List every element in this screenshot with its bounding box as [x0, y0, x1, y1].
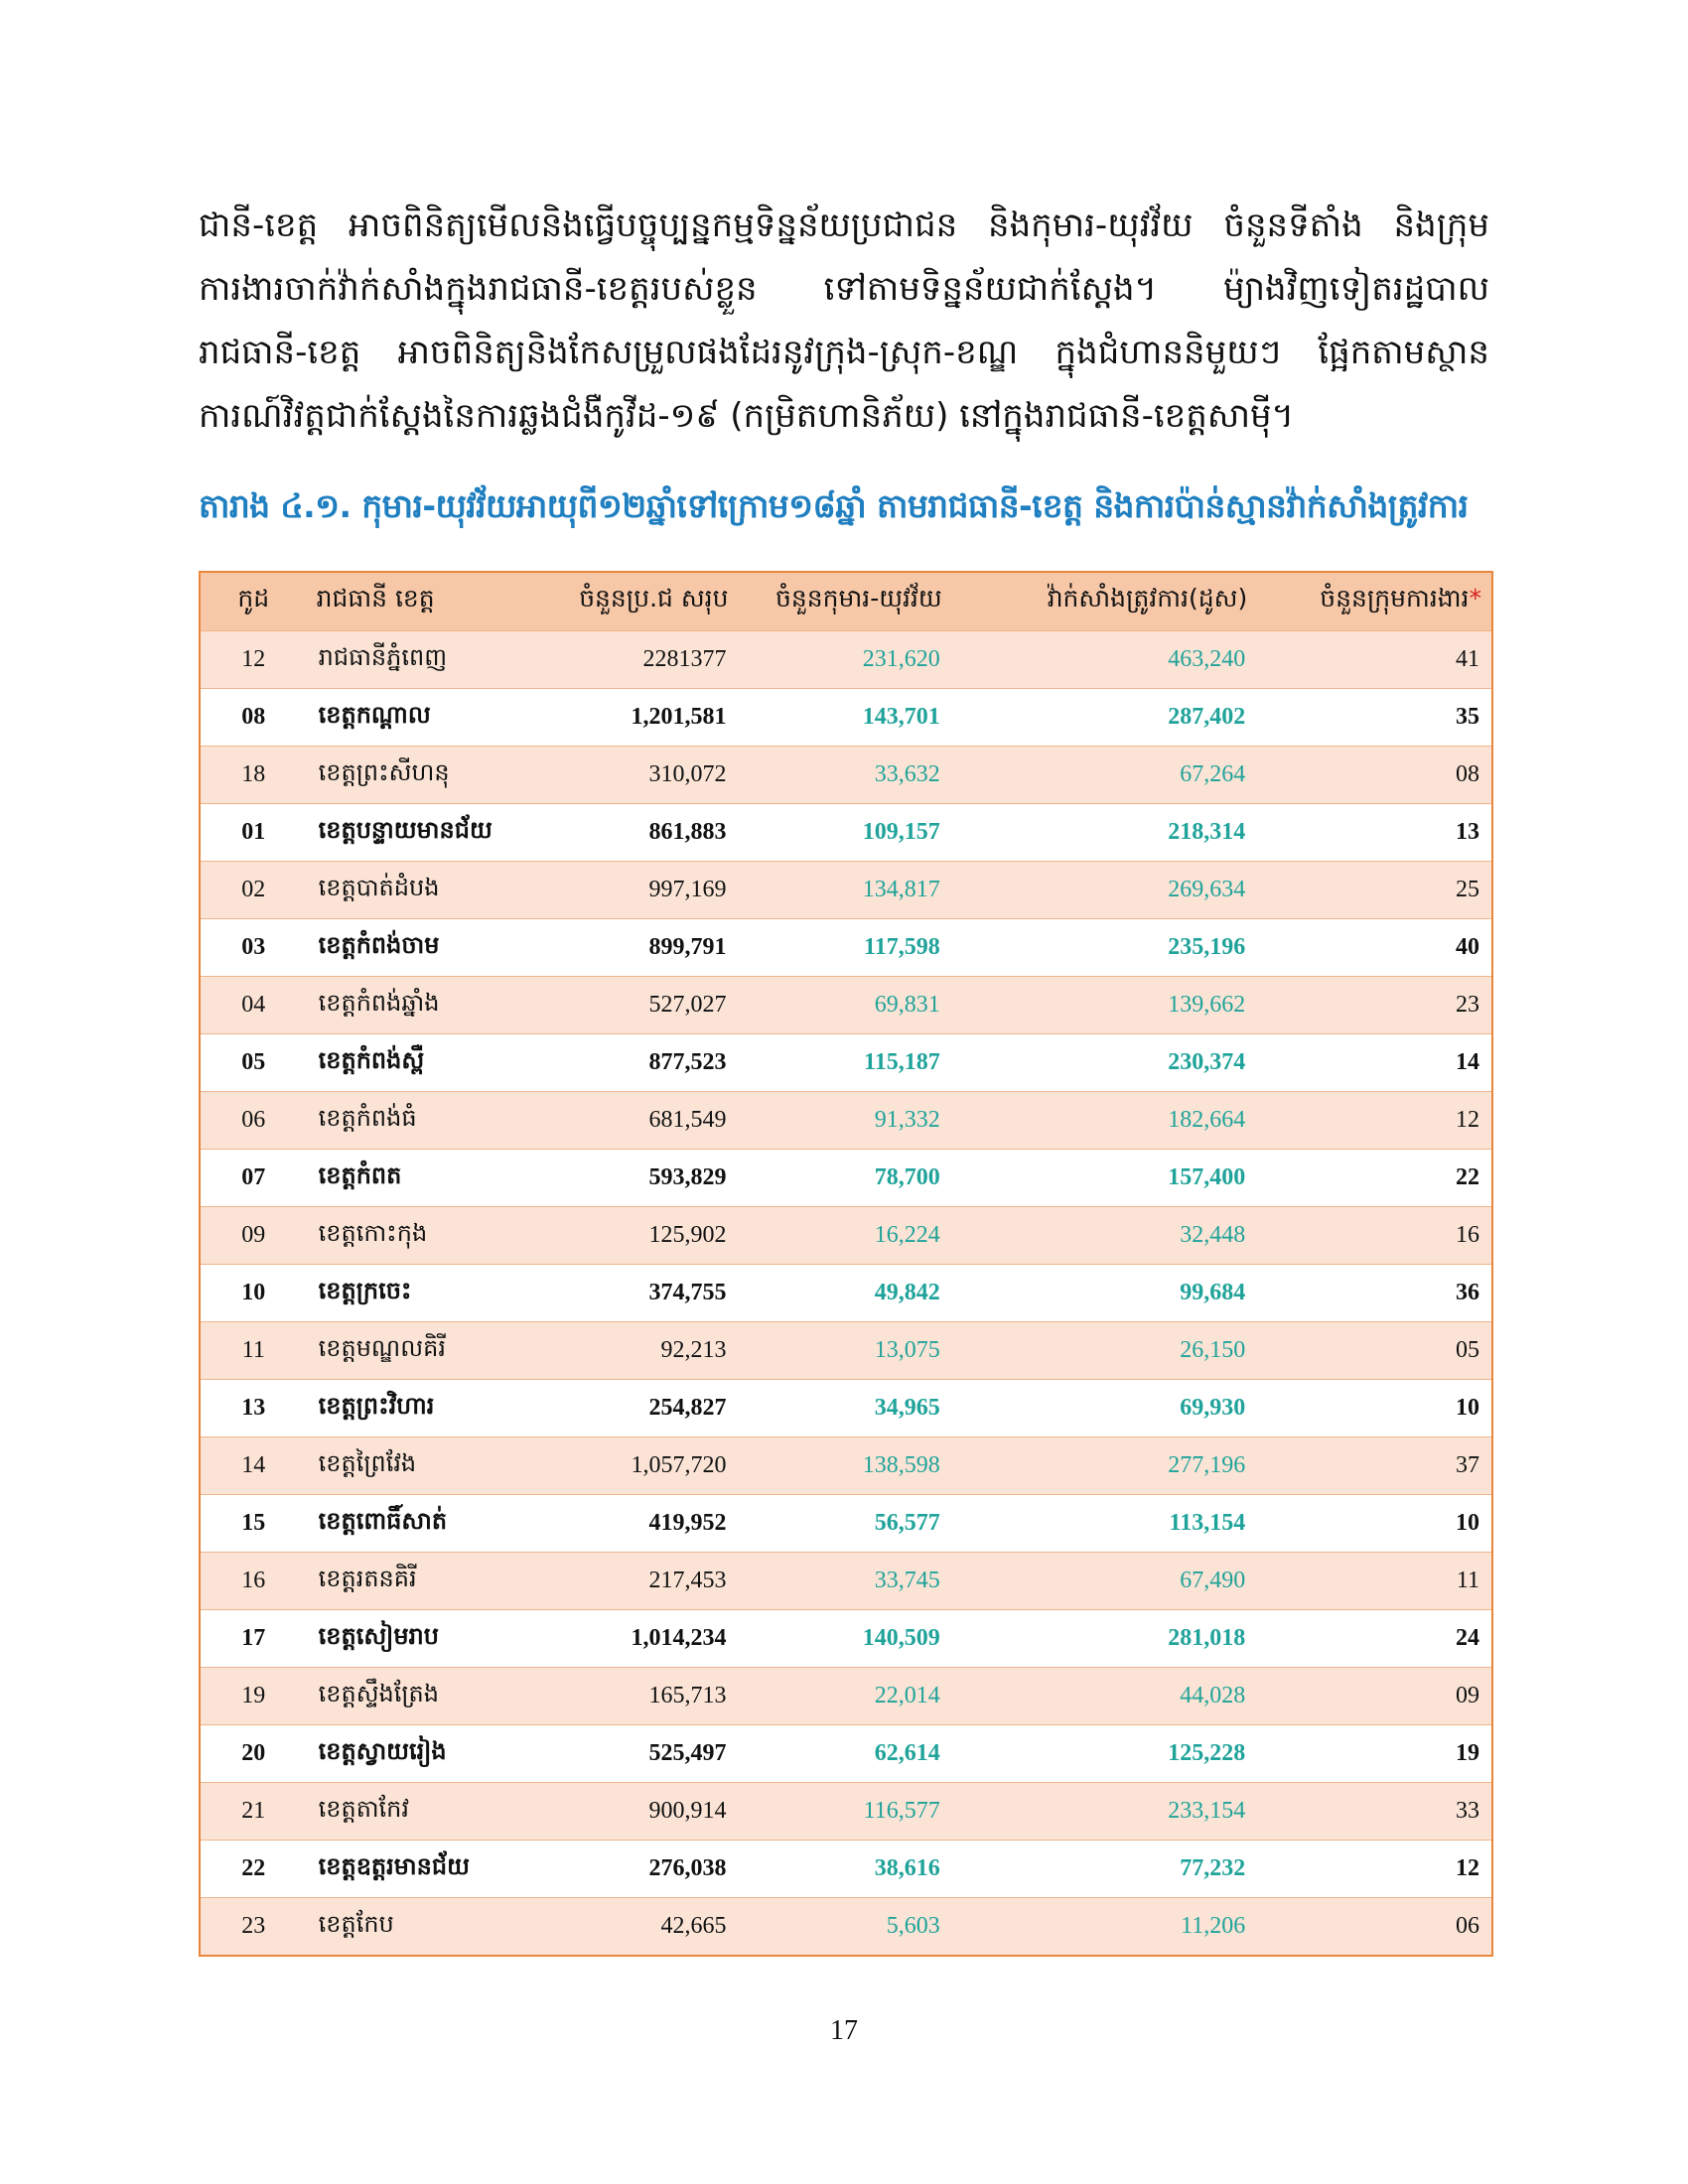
cell-name: ខេត្តកណ្តាល	[307, 689, 565, 747]
asterisk-mark: *	[1469, 584, 1481, 613]
cell-teams: 37	[1257, 1437, 1492, 1495]
cell-youth: 38,616	[738, 1841, 951, 1898]
cell-population: 899,791	[565, 919, 739, 977]
cell-name: ខេត្តពោធិ៍សាត់	[307, 1495, 565, 1553]
cell-population: 276,038	[565, 1841, 739, 1898]
cell-population: 419,952	[565, 1495, 739, 1553]
cell-population: 861,883	[565, 804, 739, 862]
cell-vaccine: 99,684	[952, 1265, 1257, 1322]
cell-name: ខេត្តក្រចេះ	[307, 1265, 565, 1322]
cell-name: ខេត្តព្រះសីហនុ	[307, 747, 565, 804]
table-row	[200, 1092, 1492, 1150]
cell-teams: 13	[1257, 804, 1492, 862]
cell-vaccine: 11,206	[952, 1898, 1257, 1957]
cell-name: ខេត្តកំពង់ធំ	[307, 1092, 565, 1150]
paragraph-line-4: ការណ៍វិវត្តជាក់ស្តែងនៃការឆ្លងជំងឺកូវីដ-១៩ (កម្រិតហានិភ័យ) នៅក្នុងរាជធានី-ខេត្តសាម៉ី។	[199, 396, 1294, 436]
cell-vaccine: 113,154	[952, 1495, 1257, 1553]
table-row	[200, 689, 1492, 747]
cell-teams: 08	[1257, 747, 1492, 804]
cell-population: 92,213	[565, 1322, 739, 1380]
cell-vaccine: 67,264	[952, 747, 1257, 804]
cell-teams: 10	[1257, 1495, 1492, 1553]
cell-youth: 69,831	[738, 977, 951, 1034]
cell-teams: 40	[1257, 919, 1492, 977]
cell-teams: 12	[1257, 1092, 1492, 1150]
cell-vaccine: 67,490	[952, 1553, 1257, 1610]
cell-teams: 06	[1257, 1898, 1492, 1957]
cell-name: ខេត្តឧត្តរមានជ័យ	[307, 1841, 565, 1898]
cell-vaccine: 277,196	[952, 1437, 1257, 1495]
cell-name: ខេត្តបាត់ដំបង	[307, 862, 565, 919]
cell-population: 877,523	[565, 1034, 739, 1092]
cell-vaccine: 235,196	[952, 919, 1257, 977]
table-row	[200, 1437, 1492, 1495]
header-population: ចំនួនប្រ.ជ សរុប	[565, 572, 739, 631]
cell-population: 997,169	[565, 862, 739, 919]
cell-code: 04	[200, 977, 307, 1034]
cell-vaccine: 287,402	[952, 689, 1257, 747]
cell-teams: 33	[1257, 1783, 1492, 1841]
cell-population: 42,665	[565, 1898, 739, 1957]
cell-vaccine: 269,634	[952, 862, 1257, 919]
cell-teams: 14	[1257, 1034, 1492, 1092]
cell-code: 06	[200, 1092, 307, 1150]
cell-vaccine: 44,028	[952, 1668, 1257, 1725]
body-paragraph	[199, 194, 1489, 448]
cell-code: 23	[200, 1898, 307, 1957]
cell-name: ខេត្តមណ្ឌលគិរី	[307, 1322, 565, 1380]
table-row	[200, 919, 1492, 977]
cell-teams: 35	[1257, 689, 1492, 747]
cell-youth: 91,332	[738, 1092, 951, 1150]
cell-name: ខេត្តកែប	[307, 1898, 565, 1957]
cell-code: 07	[200, 1150, 307, 1207]
cell-name: ខេត្តសៀមរាប	[307, 1610, 565, 1668]
cell-population: 217,453	[565, 1553, 739, 1610]
cell-youth: 143,701	[738, 689, 951, 747]
cell-vaccine: 182,664	[952, 1092, 1257, 1150]
cell-code: 08	[200, 689, 307, 747]
cell-code: 15	[200, 1495, 307, 1553]
cell-code: 19	[200, 1668, 307, 1725]
table-row	[200, 1150, 1492, 1207]
header-teams-label: ចំនួនក្រុមការងារ	[1320, 584, 1470, 613]
cell-youth: 22,014	[738, 1668, 951, 1725]
cell-vaccine: 32,448	[952, 1207, 1257, 1265]
table-row	[200, 1034, 1492, 1092]
table-row	[200, 1207, 1492, 1265]
cell-teams: 22	[1257, 1150, 1492, 1207]
cell-vaccine: 281,018	[952, 1610, 1257, 1668]
cell-population: 165,713	[565, 1668, 739, 1725]
table-row	[200, 1553, 1492, 1610]
cell-vaccine: 218,314	[952, 804, 1257, 862]
cell-teams: 23	[1257, 977, 1492, 1034]
cell-vaccine: 26,150	[952, 1322, 1257, 1380]
table-header-row	[200, 572, 1492, 631]
cell-population: 527,027	[565, 977, 739, 1034]
cell-teams: 41	[1257, 631, 1492, 689]
cell-code: 12	[200, 631, 307, 689]
cell-vaccine: 125,228	[952, 1725, 1257, 1783]
cell-code: 13	[200, 1380, 307, 1437]
cell-vaccine: 139,662	[952, 977, 1257, 1034]
paragraph-line-1: ជានី-ខេត្ត អាចពិនិត្យមើលនិងធ្វើបច្ចុប្បន្នកម្មទិន្នន័យប្រជាជន និងកុមារ-យុវវ័យ ចំនួនទីតាំង និងក្រុម	[199, 205, 1489, 245]
cell-code: 17	[200, 1610, 307, 1668]
table-row	[200, 1841, 1492, 1898]
table-row	[200, 1322, 1492, 1380]
cell-name: ខេត្តព្រៃវែង	[307, 1437, 565, 1495]
cell-youth: 115,187	[738, 1034, 951, 1092]
table-row	[200, 862, 1492, 919]
table-row	[200, 1725, 1492, 1783]
cell-code: 01	[200, 804, 307, 862]
cell-population: 310,072	[565, 747, 739, 804]
cell-teams: 36	[1257, 1265, 1492, 1322]
cell-teams: 19	[1257, 1725, 1492, 1783]
cell-vaccine: 230,374	[952, 1034, 1257, 1092]
cell-population: 681,549	[565, 1092, 739, 1150]
cell-teams: 10	[1257, 1380, 1492, 1437]
cell-population: 125,902	[565, 1207, 739, 1265]
cell-population: 525,497	[565, 1725, 739, 1783]
cell-teams: 16	[1257, 1207, 1492, 1265]
cell-code: 11	[200, 1322, 307, 1380]
page-number: 17	[830, 2015, 858, 2046]
table-row	[200, 804, 1492, 862]
cell-name: ខេត្តកំពង់ឆ្នាំង	[307, 977, 565, 1034]
table-caption: តារាង ៤.១. កុមារ-យុវវ័យអាយុពី១២ឆ្នាំទៅក្រោម១៨ឆ្នាំ តាមរាជធានី-ខេត្ត និងការប៉ាន់ស្មានវ៉ាក់សាំងត្រូវការ	[199, 486, 1469, 525]
cell-vaccine: 77,232	[952, 1841, 1257, 1898]
cell-code: 18	[200, 747, 307, 804]
cell-population: 1,057,720	[565, 1437, 739, 1495]
cell-youth: 33,745	[738, 1553, 951, 1610]
cell-code: 03	[200, 919, 307, 977]
table-row	[200, 1610, 1492, 1668]
cell-name: ខេត្តតាកែវ	[307, 1783, 565, 1841]
cell-youth: 138,598	[738, 1437, 951, 1495]
table-row	[200, 747, 1492, 804]
cell-name: ខេត្តស្ទឹងត្រែង	[307, 1668, 565, 1725]
cell-name: ខេត្តរតនគិរី	[307, 1553, 565, 1610]
cell-youth: 231,620	[738, 631, 951, 689]
cell-youth: 33,632	[738, 747, 951, 804]
cell-name: ខេត្តស្វាយរៀង	[307, 1725, 565, 1783]
cell-name: ខេត្តបន្ទាយមានជ័យ	[307, 804, 565, 862]
cell-code: 22	[200, 1841, 307, 1898]
header-code: កូដ	[200, 572, 307, 631]
header-youth: ចំនួនកុមារ-យុវវ័យ	[738, 572, 951, 631]
cell-vaccine: 463,240	[952, 631, 1257, 689]
cell-code: 02	[200, 862, 307, 919]
cell-teams: 12	[1257, 1841, 1492, 1898]
cell-code: 16	[200, 1553, 307, 1610]
cell-vaccine: 69,930	[952, 1380, 1257, 1437]
cell-youth: 117,598	[738, 919, 951, 977]
table-row	[200, 1898, 1492, 1957]
cell-population: 900,914	[565, 1783, 739, 1841]
paragraph-line-3: រាជធានី-ខេត្ត អាចពិនិត្យនិងកែសម្រួលផងដែរនូវក្រុង-ស្រុក-ខណ្ឌ ក្នុងជំហាននិមួយៗ ផ្អែកតាមស្ថាន	[199, 333, 1489, 372]
cell-youth: 109,157	[738, 804, 951, 862]
paragraph-line-2: ការងារចាក់វ៉ាក់សាំងក្នុងរាជធានី-ខេត្តរបស់ខ្លួន ទៅតាមទិន្នន័យជាក់ស្តែង។ ម៉្យាងវិញទៀតរដ្ឋបាល	[199, 269, 1489, 309]
cell-code: 21	[200, 1783, 307, 1841]
cell-youth: 140,509	[738, 1610, 951, 1668]
cell-code: 20	[200, 1725, 307, 1783]
cell-youth: 5,603	[738, 1898, 951, 1957]
header-vaccine: វ៉ាក់សាំងត្រូវការ(ដូស)	[952, 572, 1257, 631]
cell-name: ខេត្តកោះកុង	[307, 1207, 565, 1265]
header-teams	[1257, 572, 1492, 631]
cell-youth: 16,224	[738, 1207, 951, 1265]
cell-youth: 34,965	[738, 1380, 951, 1437]
table-row	[200, 1495, 1492, 1553]
table-row	[200, 977, 1492, 1034]
table-body	[200, 631, 1492, 1957]
cell-teams: 09	[1257, 1668, 1492, 1725]
cell-name: ខេត្តកំពង់ស្ពឺ	[307, 1034, 565, 1092]
header-province: រាជធានី ខេត្ត	[307, 572, 565, 631]
cell-code: 14	[200, 1437, 307, 1495]
cell-population: 1,014,234	[565, 1610, 739, 1668]
cell-name: រាជធានីភ្នំពេញ	[307, 631, 565, 689]
table-row	[200, 1380, 1492, 1437]
cell-code: 09	[200, 1207, 307, 1265]
cell-name: ខេត្តកំពង់ចាម	[307, 919, 565, 977]
cell-population: 1,201,581	[565, 689, 739, 747]
cell-teams: 25	[1257, 862, 1492, 919]
cell-youth: 56,577	[738, 1495, 951, 1553]
cell-population: 254,827	[565, 1380, 739, 1437]
cell-vaccine: 157,400	[952, 1150, 1257, 1207]
cell-population: 593,829	[565, 1150, 739, 1207]
cell-teams: 05	[1257, 1322, 1492, 1380]
cell-name: ខេត្តព្រះវិហារ	[307, 1380, 565, 1437]
cell-vaccine: 233,154	[952, 1783, 1257, 1841]
province-vaccine-table	[199, 571, 1493, 1957]
cell-code: 05	[200, 1034, 307, 1092]
cell-population: 2281377	[565, 631, 739, 689]
table-row	[200, 1265, 1492, 1322]
cell-youth: 49,842	[738, 1265, 951, 1322]
cell-youth: 13,075	[738, 1322, 951, 1380]
cell-teams: 11	[1257, 1553, 1492, 1610]
cell-name: ខេត្តកំពត	[307, 1150, 565, 1207]
cell-youth: 78,700	[738, 1150, 951, 1207]
cell-population: 374,755	[565, 1265, 739, 1322]
table-row	[200, 1783, 1492, 1841]
cell-youth: 116,577	[738, 1783, 951, 1841]
cell-youth: 62,614	[738, 1725, 951, 1783]
cell-teams: 24	[1257, 1610, 1492, 1668]
table-row	[200, 1668, 1492, 1725]
table-row	[200, 631, 1492, 689]
cell-youth: 134,817	[738, 862, 951, 919]
cell-code: 10	[200, 1265, 307, 1322]
